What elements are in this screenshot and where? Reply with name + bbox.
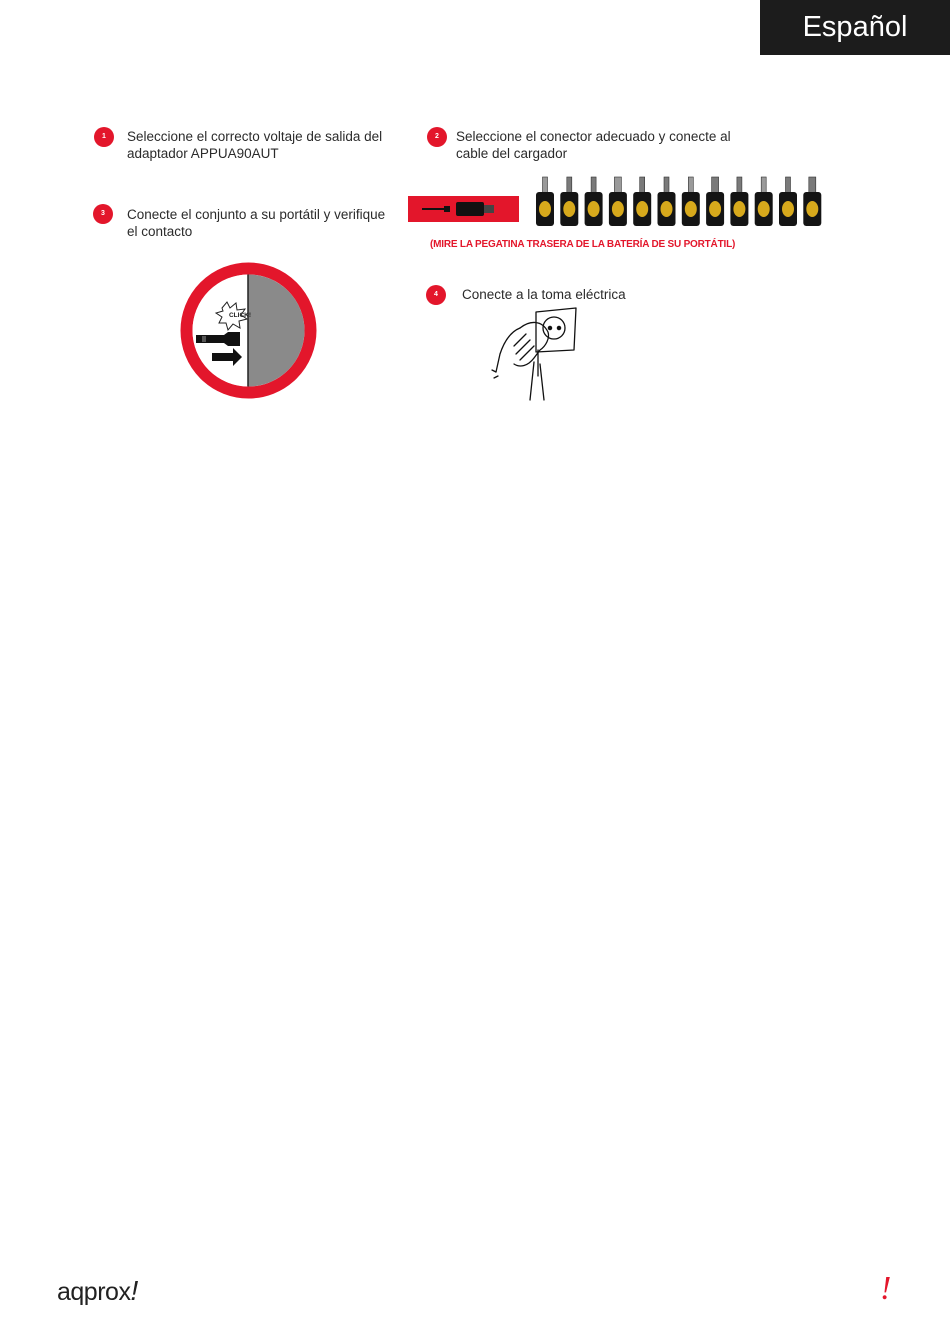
brand-name: aqprox bbox=[57, 1278, 131, 1306]
connector-tip-icon bbox=[779, 177, 797, 226]
battery-sticker-warning: (MIRE LA PEGATINA TRASERA DE LA BATERÍA DE SU PORTÁTIL) bbox=[430, 239, 736, 250]
step-2-badge: 2 bbox=[427, 127, 447, 147]
corner-exclamation-icon: ! bbox=[880, 1270, 892, 1307]
connector-tips-illustration bbox=[530, 174, 830, 228]
step-1-badge: 1 bbox=[94, 127, 114, 147]
step-2-line-1: Seleccione el conector adecuado y conecte al bbox=[456, 129, 731, 144]
cable-plug-icon bbox=[408, 196, 519, 222]
connector-tip-icon bbox=[730, 177, 748, 226]
connector-tip-icon bbox=[560, 177, 578, 226]
step-2-text bbox=[456, 128, 731, 162]
step-4-line-1: Conecte a la toma eléctrica bbox=[462, 287, 626, 302]
step-4-text bbox=[462, 286, 626, 303]
brand-logo bbox=[57, 1275, 138, 1307]
connector-tip-icon bbox=[803, 177, 821, 226]
click-label: CLICK! bbox=[228, 312, 252, 319]
step-2-line-2: cable del cargador bbox=[456, 146, 568, 161]
connector-tip-icon bbox=[609, 177, 627, 226]
wall-socket-illustration bbox=[490, 306, 590, 402]
step-3-badge: 3 bbox=[93, 204, 113, 224]
connector-tip-icon bbox=[658, 177, 676, 226]
step-3-text bbox=[127, 206, 385, 240]
language-tab: Español bbox=[760, 0, 950, 55]
connector-tip-icon bbox=[633, 177, 651, 226]
connection-click-illustration bbox=[180, 262, 317, 399]
connector-tip-icon bbox=[755, 177, 773, 226]
step-3-line-1: Conecte el conjunto a su portátil y verifique bbox=[127, 207, 386, 222]
connector-tip-icon bbox=[682, 177, 700, 226]
charger-cable-illustration bbox=[408, 196, 519, 222]
step-1-line-1: Seleccione el correcto voltaje de salida del bbox=[127, 129, 383, 144]
step-1-line-2: adaptador APPUA90AUT bbox=[127, 146, 279, 161]
connector-tip-icon bbox=[706, 177, 724, 226]
step-4-badge: 4 bbox=[426, 285, 446, 305]
connector-tip-icon bbox=[536, 177, 554, 226]
step-3-line-2: el contacto bbox=[127, 224, 193, 239]
brand-exclamation-icon: ! bbox=[130, 1275, 138, 1306]
connector-tip-icon bbox=[585, 177, 603, 226]
step-1-text bbox=[127, 128, 382, 162]
